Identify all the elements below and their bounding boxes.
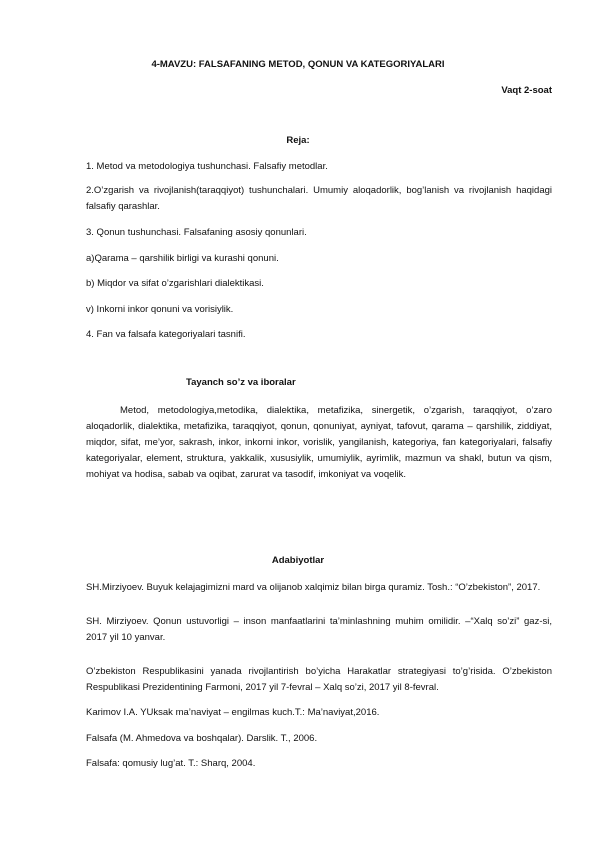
literature-item: Falsafa (M. Ahmedova va boshqalar). Darslik. T., 2006. <box>86 733 318 744</box>
plan-item: 2.O’zgarish va rivojlanish(taraqqiyot) tushunchalari. Umumiy aloqadorlik, bog’lanish va rivojlanish haqidagi falsafiy qarashlar. <box>86 185 552 212</box>
plan-item: v) Inkorni inkor qonuni va vorisiylik. <box>86 304 234 315</box>
literature-item: Karimov I.A. YUksak ma’naviyat – engilmas kuch.T.: Ma’naviyat,2016. <box>86 707 380 718</box>
literature-item: SH.Mirziyoev. Buyuk kelajagimizni mard va olijanob xalqimiz bilan birga quramiz. Tosh.: “O’zbekiston”, 2017. <box>86 582 541 593</box>
plan-item: 1. Metod va metodologiya tushunchasi. Falsafiy metodlar. <box>86 161 328 172</box>
literature-heading: Adabiyotlar <box>271 555 325 566</box>
plan-item: b) Miqdor va sifat o’zgarishlari dialektikasi. <box>86 278 264 289</box>
literature-item: SH. Mirziyoev. Qonun ustuvorligi – inson manfaatlarini ta’minlashning muhim omilidir. –“Xalq so’zi” gaz-si, 2017 yil 10 yanvar. <box>86 616 552 643</box>
hours-label: Vaqt 2-soat <box>501 85 552 96</box>
literature-item: O’zbekiston Respublikasini yanada rivojlantirish bo’yicha Harakatlar strategiyasi to’g’risida. O’zbekiston Respublikasi Prezidentining Farmoni, 2017 yil 7-fevral – Xalq so’zi, 2017 yil 8-fevral. <box>86 666 552 693</box>
keywords-paragraph: Metod, metodologiya,metodika, dialektika, metafizika, sinergetik, o’zgarish, taraqqiyot, o’zaro aloqadorlik, dialektika, metafizika, taraqqiyot, qonun, qonuniyat, ayniyat, tafovut, qarama – qarshilik, ziddiyat, miqdor, sifat, me’yor, sakrash, inkor, inkorni inkor, vorislik, yangilanish, kategoriya, fan kategoriyalari, falsafiy kategoriyalar, element, struktura, yakkalik, xususiylik, umumiylik, ayrimlik, mazmun va shakl, butun va qism, mohiyat va hodisa, sabab va oqibat, zarurat va tasodif, imkoniyat va voqelik. <box>86 405 552 480</box>
document-title: 4-MAVZU: FALSAFANING METOD, QONUN VA KATEGORIYALARI <box>151 59 445 70</box>
plan-item: 4. Fan va falsafa kategoriyalari tasnifi. <box>86 329 246 340</box>
plan-heading: Reja: <box>286 135 310 146</box>
literature-item: Falsafa: qomusiy lug’at. T.: Sharq, 2004. <box>86 758 256 769</box>
keywords-heading: Tayanch so’z va iboralar <box>186 377 296 388</box>
plan-item: a)Qarama – qarshilik birligi va kurashi qonuni. <box>86 253 279 264</box>
plan-item: 3. Qonun tushunchasi. Falsafaning asosiy qonunlari. <box>86 227 307 238</box>
